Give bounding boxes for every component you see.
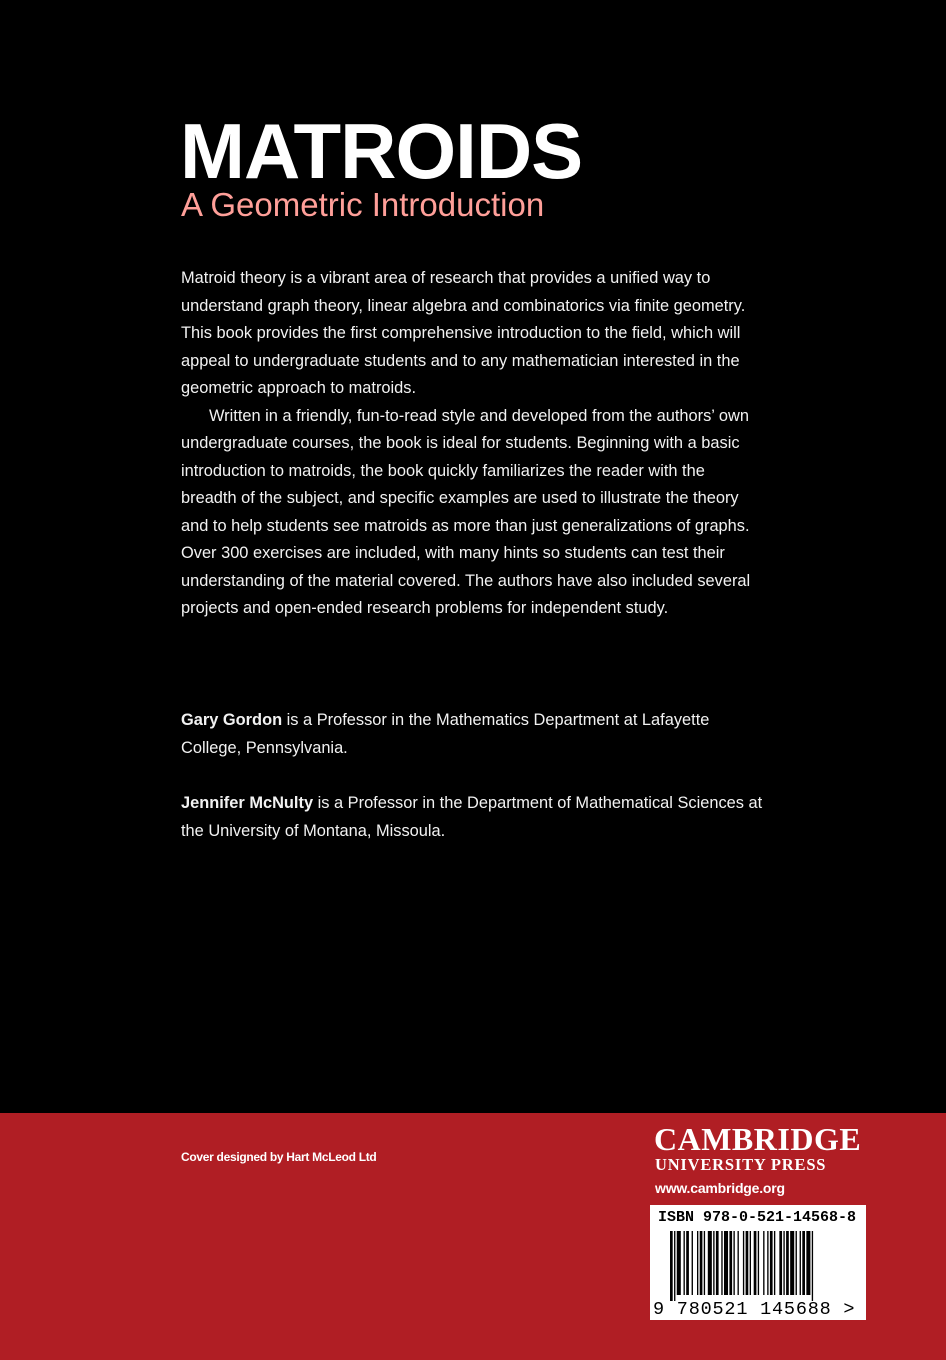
blurb-paragraph-2: Written in a friendly, fun-to-read style and developed from the authors’ own undergraduate courses, the book is ideal for students. Beginning with a basic introduction to matroids, the book quickly familiarizes the reader with the breadth of the subject, and specific examples are used to illustrate the theory and to help students see matroids as more than just generalizations of graphs. Over 300 exercises are included, with many hints so students can test their understanding of the material covered. The authors have also included several projects and open-ended research problems for independent study. xyxy=(181,406,751,617)
book-title: MATROIDS xyxy=(180,107,583,195)
barcode-icon xyxy=(654,1231,862,1301)
book-blurb xyxy=(181,265,761,623)
author-bio-text-1: is a Professor in the Mathematics Department at Lafayette College, Pennsylvania. xyxy=(181,711,710,757)
author-bio-2 xyxy=(181,790,771,845)
barcode-digits: 9 780521 145688 > xyxy=(653,1299,856,1320)
author-bio-1 xyxy=(181,707,771,762)
isbn-barcode-block xyxy=(650,1205,866,1320)
blurb-paragraph-1: Matroid theory is a vibrant area of research that provides a unified way to understand graph theory, linear algebra and combinatorics via finite geometry. This book provides the first comprehensive introduction to the field, which will appeal to undergraduate students and to any mathematician interested in the geometric approach to matroids. xyxy=(181,269,746,397)
author-name-1: Gary Gordon xyxy=(181,711,283,729)
isbn-label: ISBN 978-0-521-14568-8 xyxy=(658,1209,857,1226)
author-name-2: Jennifer McNulty xyxy=(181,794,314,812)
publisher-logo-line-2: UNIVERSITY PRESS xyxy=(655,1155,827,1174)
cover-credit: Cover designed by Hart McLeod Ltd xyxy=(181,1150,377,1164)
publisher-logo-line-1: CAMBRIDGE xyxy=(654,1121,862,1157)
publisher-website: www.cambridge.org xyxy=(655,1180,785,1196)
author-bio-text-2: is a Professor in the Department of Mathematical Sciences at the University of Montana, Missoula. xyxy=(181,794,763,840)
book-subtitle: A Geometric Introduction xyxy=(181,186,545,223)
